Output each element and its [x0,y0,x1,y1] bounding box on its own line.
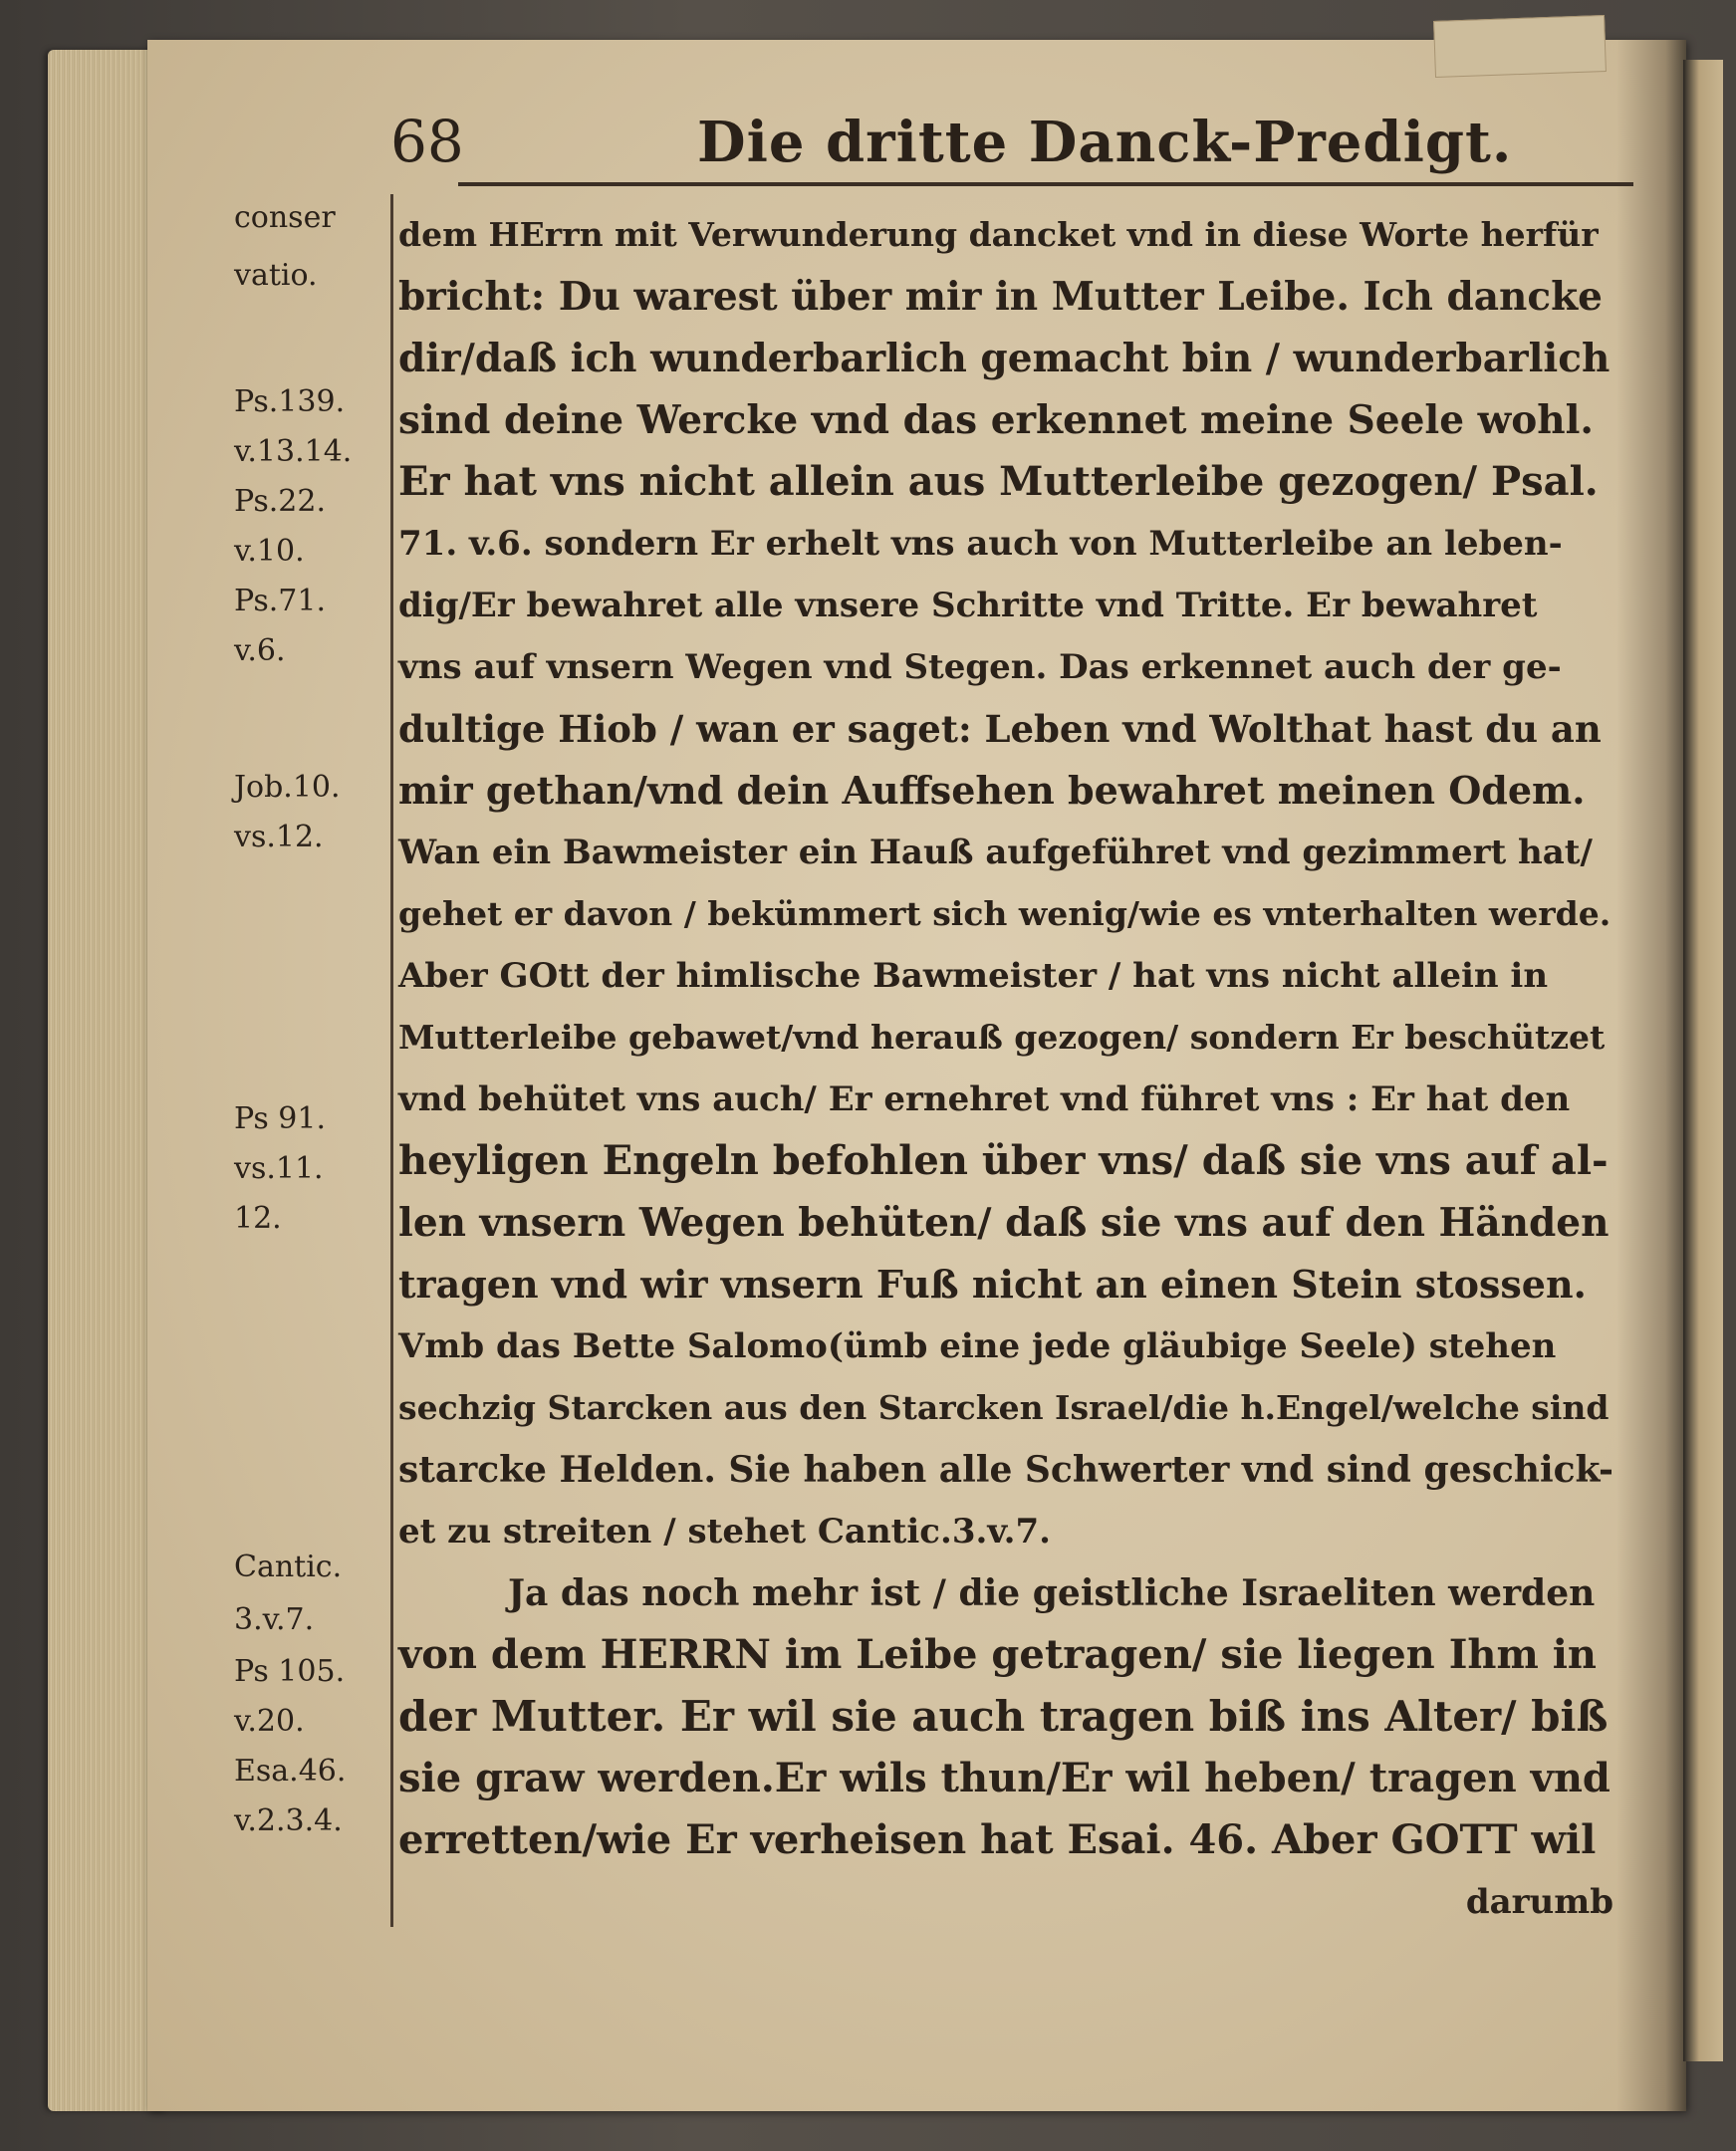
text-line: Aber GOtt der himlische Bawmeister / hat vns nicht allein in [398,956,1549,996]
text-line: len vnsern Wegen behüten/ daß sie vns auf den Händen [398,1200,1610,1246]
margin-note: Ps.22. [234,484,327,519]
running-title: Die dritte Danck-Predigt. [697,110,1513,175]
text-line: von dem HERRN im Leibe getragen/ sie liegen Ihm in [398,1631,1598,1678]
text-line: dig/Er bewahret alle vnsere Schritte vnd Tritte. Er bewahret [398,586,1538,625]
margin-note: v.6. [234,633,286,668]
margin-note: Job.10. [234,770,341,805]
text-line: et zu streiten / stehet Cantic.3.v.7. [398,1512,1051,1552]
text-line: erretten/wie Er verheisen hat Esai. 46. Aber GOTT wil [398,1816,1597,1863]
text-line: bricht: Du warest über mir in Mutter Leibe. Ich dancke [398,274,1603,320]
text-line: tragen vnd wir vnsern Fuß nicht an einen Stein stossen. [398,1262,1587,1307]
text-line: vnd behütet vns auch/ Er ernehret vnd führet vns : Er hat den [398,1079,1571,1119]
text-line: dultige Hiob / wan er saget: Leben vnd Wolthat hast du an [398,707,1602,751]
margin-note: v.13.14. [234,434,353,469]
margin-note: vs.11. [234,1151,324,1186]
text-line: 71. v.6. sondern Er erhelt vns auch von Mutterleibe an leben- [398,524,1563,564]
text-line: der Mutter. Er wil sie auch tragen biß ins Alter/ biß [398,1692,1609,1741]
text-line: dem HErrn mit Verwunderung dancket vnd in diese Worte herfür [398,215,1599,254]
margin-note: 12. [234,1201,282,1236]
margin-note: vatio. [234,258,318,293]
text-line: starcke Helden. Sie haben alle Schwerter vnd sind geschick- [398,1449,1613,1491]
margin-note: Ps 105. [234,1654,346,1689]
margin-note: conser [234,200,336,235]
margin-rule [390,194,393,1927]
text-line: sind deine Wercke vnd das erkennet meine Seele wohl. [398,397,1594,443]
page-number: 68 [390,108,464,175]
text-line: Mutterleibe gebawet/vnd herauß gezogen/ sondern Er beschützet [398,1018,1606,1057]
text-line: sechzig Starcken aus den Starcken Israel/die h.Engel/welche sind [398,1388,1610,1427]
margin-note: v.10. [234,534,305,569]
catchword: darumb [1465,1882,1613,1922]
text-line: vns auf vnsern Wegen vnd Stegen. Das erkennet auch der ge- [398,647,1562,687]
margin-note: 3.v.7. [234,1602,315,1637]
text-line: Wan ein Bawmeister ein Hauß aufgeführet vnd gezimmert hat/ [398,833,1593,872]
text-line: gehet er davon / bekümmert sich wenig/wie es vnterhalten werde. [398,894,1612,933]
margin-note: Ps.71. [234,584,327,618]
text-line: Er hat vns nicht allein aus Mutterleibe gezogen/ Psal. [398,458,1599,505]
margin-note: v.2.3.4. [234,1803,343,1838]
header-rule [458,182,1633,186]
next-page-edge [1683,60,1723,2061]
margin-note: v.20. [234,1704,305,1739]
body-text [398,204,1633,1933]
text-line: mir gethan/vnd dein Auffsehen bewahret meinen Odem. [398,768,1586,813]
text-line: dir/daß ich wunderbarlich gemacht bin / wunderbarlich [398,336,1611,381]
text-line: heyligen Engeln befohlen über vns/ daß sie vns auf al- [398,1137,1609,1184]
text-line: sie graw werden.Er wils thun/Er wil heben/ tragen vnd [398,1755,1611,1801]
paper-tab [1433,15,1607,78]
margin-note: Ps 91. [234,1101,327,1136]
margin-note: Ps.139. [234,384,346,419]
margin-note: Cantic. [234,1550,343,1584]
text-line: Vmb das Bette Salomo(ümb eine jede gläubige Seele) stehen [398,1326,1557,1366]
text-line: Ja das noch mehr ist / die geistliche Israeliten werden [508,1572,1596,1614]
margin-note: vs.12. [234,820,324,854]
margin-note: Esa.46. [234,1754,347,1789]
